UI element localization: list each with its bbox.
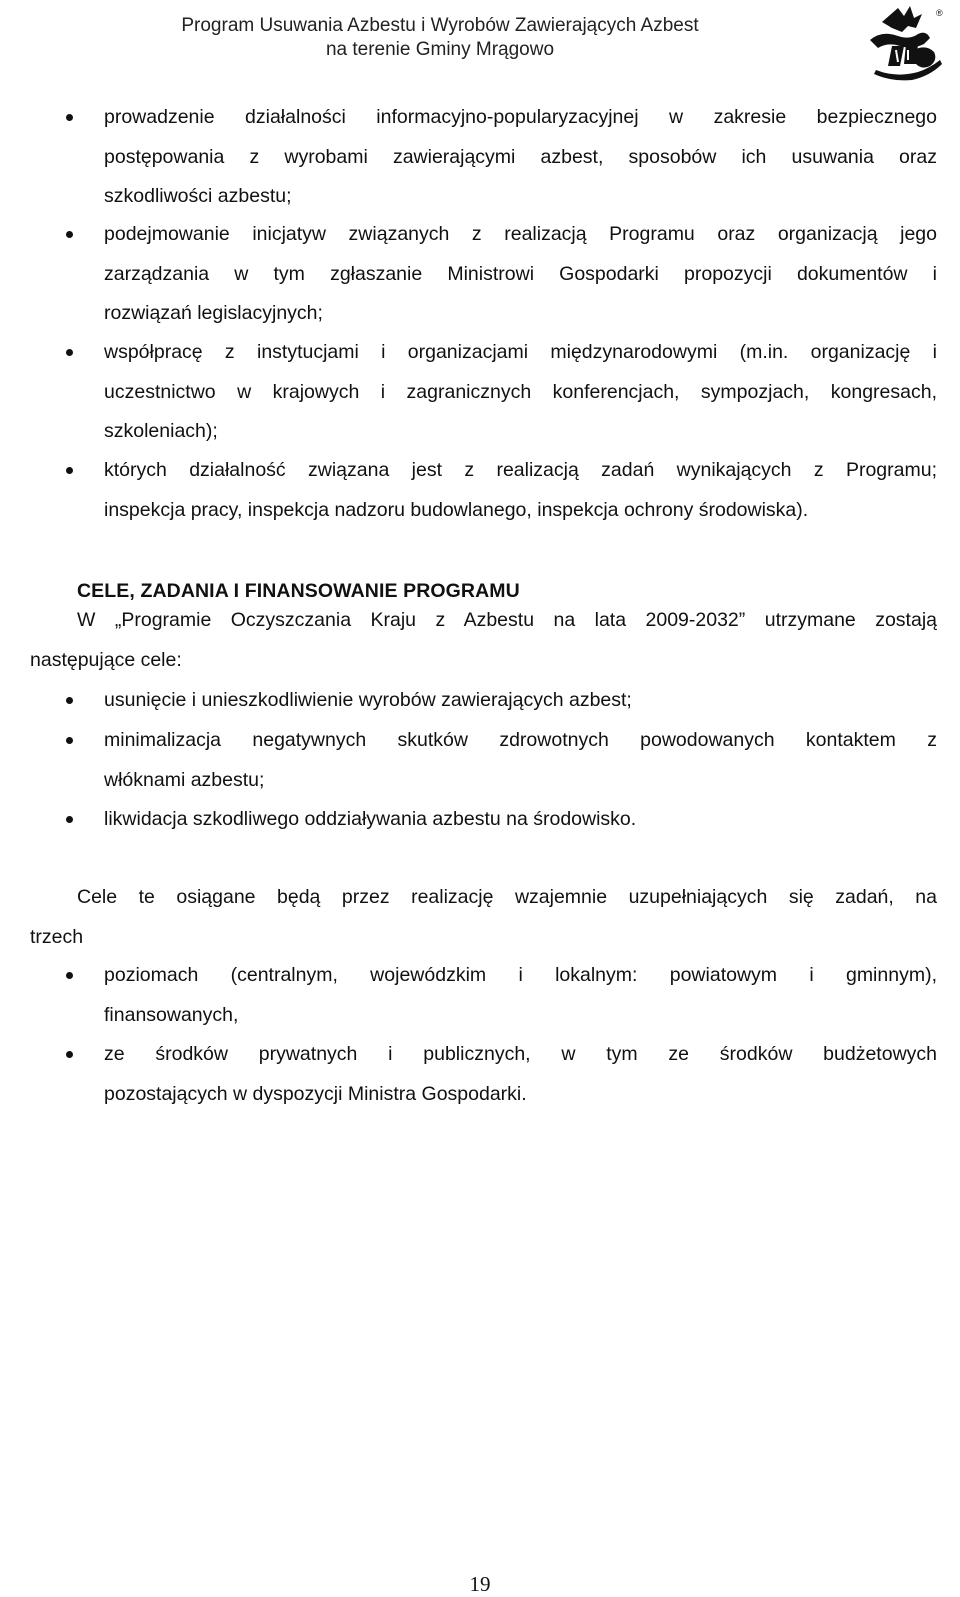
list-item: prowadzenie działalności informacyjno-popularyzacyjnej w zakresie bezpiecznego postępowania z wyrobami zawierającymi azbest, sposobów ich usuwania oraz szkodliwości azbestu; — [104, 106, 937, 207]
list-item: ze środków prywatnych i publicznych, w tym ze środków budżetowych pozostających w dyspozycji Ministra Gospodarki. — [104, 1043, 937, 1105]
list-item: których działalność związana jest z realizacją zadań wynikających z Programu; inspekcja pracy, inspekcja nadzoru budowlanego, inspekcja ochrony środowiska). — [104, 459, 937, 521]
document-header — [140, 14, 740, 62]
list-item: współpracę z instytucjami i organizacjami międzynarodowymi (m.in. organizację i uczestnictwo w krajowych i zagranicznych konferencjach, sympozjach, kongresach, szkoleniach); — [104, 341, 937, 442]
list-item: minimalizacja negatywnych skutków zdrowotnych powodowanych kontaktem z włóknami azbestu; — [104, 729, 937, 791]
bullet-icon — [66, 114, 73, 121]
page-number: 19 — [469, 1572, 491, 1596]
list-item: poziomach (centralnym, wojewódzkim i lokalnym: powiatowym i gminnym), finansowanych, — [104, 964, 937, 1026]
bullet-icon — [66, 697, 73, 704]
list-item: podejmowanie inicjatyw związanych z realizacją Programu oraz organizacją jego zarządzania w tym zgłaszanie Ministrowi Gospodarki propozycji dokumentów i rozwiązań legislacyjnych; — [104, 223, 937, 324]
logo-icon — [852, 0, 952, 85]
list-item: likwidacja szkodliwego oddziaływania azbestu na środowisko. — [104, 808, 637, 830]
bullet-icon — [66, 1051, 73, 1058]
header-title-line2: na terenie Gminy Mrągowo — [325, 39, 555, 60]
section-heading: CELE, ZADANIA I FINANSOWANIE PROGRAMU — [77, 580, 520, 602]
section-intro: W „Programie Oczyszczania Kraju z Azbestu na lata 2009-2032” utrzymane zostają następujące cele: — [30, 609, 937, 671]
tasks-intro: Cele te osiągane będą przez realizację wzajemnie uzupełniających się zadań, na trzech — [30, 886, 937, 948]
bullet-icon — [66, 349, 73, 356]
bullet-icon — [66, 972, 73, 979]
bullet-icon — [66, 737, 73, 744]
bullet-icon — [66, 816, 73, 823]
header-title-line1: Program Usuwania Azbestu i Wyrobów Zawierających Azbest — [181, 15, 699, 36]
bullet-icon — [66, 231, 73, 238]
program-logo — [852, 0, 952, 85]
bullet-icon — [66, 467, 73, 474]
list-item: usunięcie i unieszkodliwienie wyrobów zawierających azbest; — [104, 689, 632, 711]
svg-text:®: ® — [936, 8, 943, 18]
